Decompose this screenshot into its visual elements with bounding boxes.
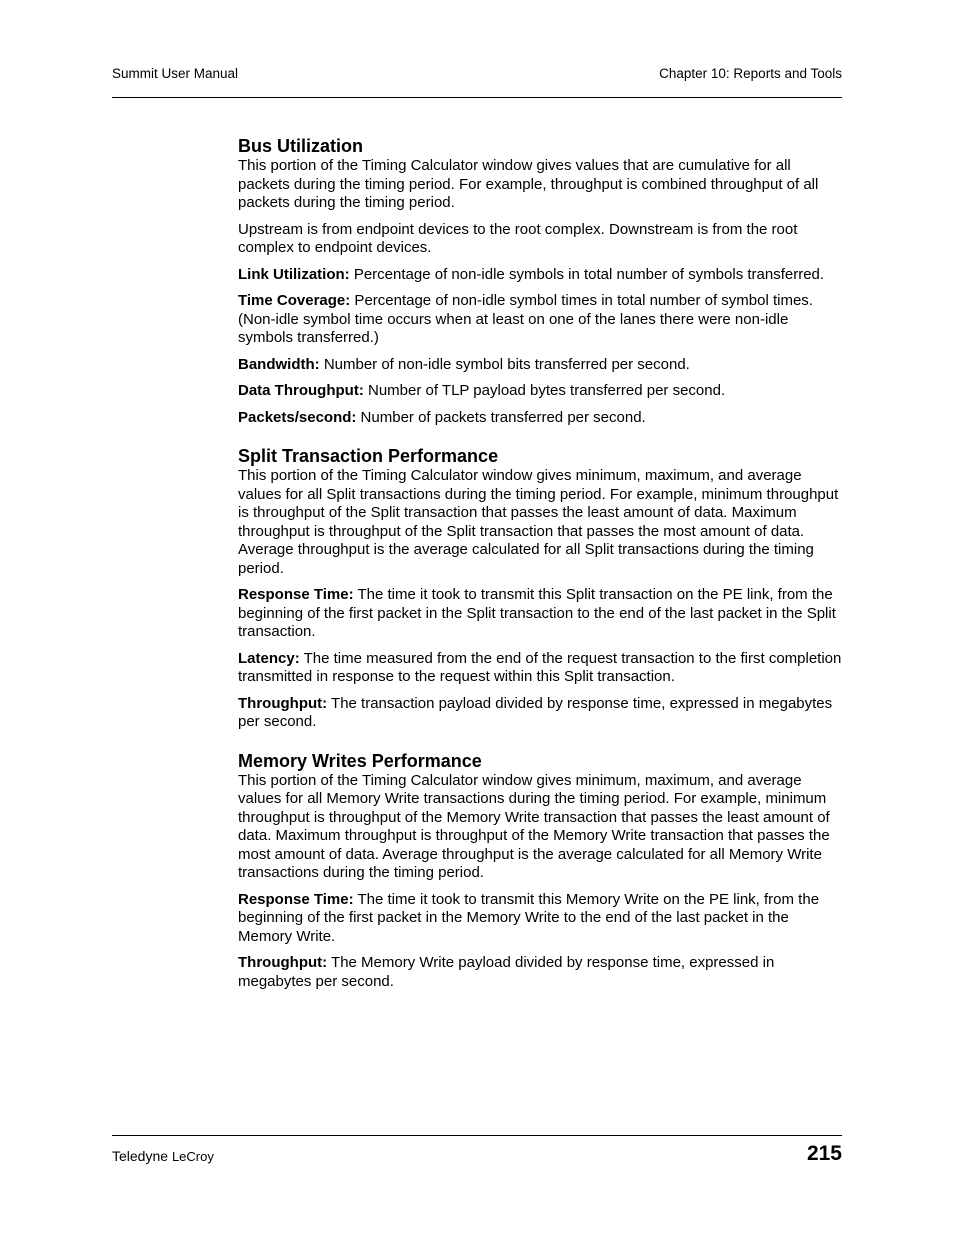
definition-response-time <box>238 586 844 642</box>
definition-text: The time it took to transmit this Memory Write on the PE link, from the beginning of the first packet in the Memory Write to the end of the last packet in the Memory Write. <box>238 890 820 945</box>
definition-latency <box>238 650 844 687</box>
definition-text: The Memory Write payload divided by response time, expressed in megabytes per second. <box>238 954 775 990</box>
definition-term: Packets/second: <box>238 408 357 426</box>
section-heading-split-transaction-performance: Split Transaction Performance <box>238 446 499 466</box>
footer-brand-main: Teledyne <box>112 1148 169 1164</box>
definition-term: Data Throughput: <box>238 382 364 399</box>
definition-data-throughput <box>238 382 844 401</box>
definition-term: Bandwidth: <box>238 355 320 373</box>
definition-bandwidth <box>238 356 844 375</box>
definition-text: Percentage of non-idle symbols in total number of symbols transferred. <box>349 265 825 283</box>
paragraph <box>238 467 844 578</box>
definition-term: Response Time: <box>238 586 354 603</box>
definition-text: The time it took to transmit this Split transaction on the PE link, from the beginning of the first packet in the Split transaction to the end of the last packet in the Split transaction. <box>238 586 836 640</box>
section-heading-bus-utilization: Bus Utilization <box>238 136 363 156</box>
definition-link-utilization <box>238 266 844 285</box>
header-rule <box>112 97 842 98</box>
definition-text: The transaction payload divided by response time, expressed in megabytes per second. <box>238 694 833 730</box>
section-heading-memory-writes-performance: Memory Writes Performance <box>238 750 482 771</box>
footer-brand-small: LeCroy <box>171 1149 214 1164</box>
paragraph-text: Upstream is from endpoint devices to the root complex. Downstream is from the root complex to endpoint devices. <box>238 220 798 256</box>
definition-throughput <box>238 695 844 732</box>
paragraph-text: This portion of the Timing Calculator window gives minimum, maximum, and average values for all Split transactions during the timing period. For example, minimum throughput is throughput of the Split transaction that passes the least amount of data. Maximum throughput is throughput of the Split transaction that passes the most amount of data. Average throughput is the average calculated for all Split transactions during the timing period. <box>238 467 839 577</box>
definition-time-coverage <box>238 292 844 348</box>
paragraph-text: This portion of the Timing Calculator window gives values that are cumulative for all packets during the timing period. For example, throughput is combined throughput of all packets during the timing period. <box>238 157 819 211</box>
running-header-title: Summit User Manual <box>112 66 239 81</box>
definition-term: Time Coverage: <box>238 292 351 309</box>
running-header-chapter: Chapter 10: Reports and Tools <box>659 66 842 81</box>
page-body <box>238 135 844 999</box>
footer-rule <box>112 1135 842 1136</box>
definition-term: Latency: <box>238 649 300 667</box>
paragraph <box>238 157 844 213</box>
paragraph <box>238 221 844 258</box>
definition-response-time <box>238 891 844 947</box>
definition-throughput <box>238 954 844 991</box>
definition-text: Number of TLP payload bytes transferred per second. <box>363 382 726 399</box>
paragraph <box>238 772 844 883</box>
footer-brand <box>112 1147 214 1166</box>
definition-term: Link Utilization: <box>238 265 350 283</box>
definition-packets-per-second <box>238 409 844 428</box>
definition-term: Throughput: <box>238 694 328 712</box>
definition-text: Number of packets transferred per second. <box>356 408 646 426</box>
paragraph-text: This portion of the Timing Calculator window gives minimum, maximum, and average values for all Memory Write transactions during the timing period. For example, minimum throughput is throughput of the Memory Write transaction that passes the least amount of data. Maximum throughput is throughput of the Memory Write transaction that passes the most amount of data. Average throughput is the average calculated for all Memory Write transactions during the timing period. <box>238 771 830 881</box>
definition-text: Percentage of non-idle symbol times in total number of symbol times. (Non-idle symbol time occurs when at least on one of the lanes there were non-idle symbols transferred.) <box>238 292 813 346</box>
definition-term: Throughput: <box>238 954 328 971</box>
definition-text: The time measured from the end of the request transaction to the first completion transmitted in response to the request within this Split transaction. <box>238 649 842 685</box>
page-number: 215 <box>806 1142 842 1165</box>
definition-text: Number of non-idle symbol bits transferred per second. <box>319 355 690 373</box>
definition-term: Response Time: <box>238 890 354 908</box>
